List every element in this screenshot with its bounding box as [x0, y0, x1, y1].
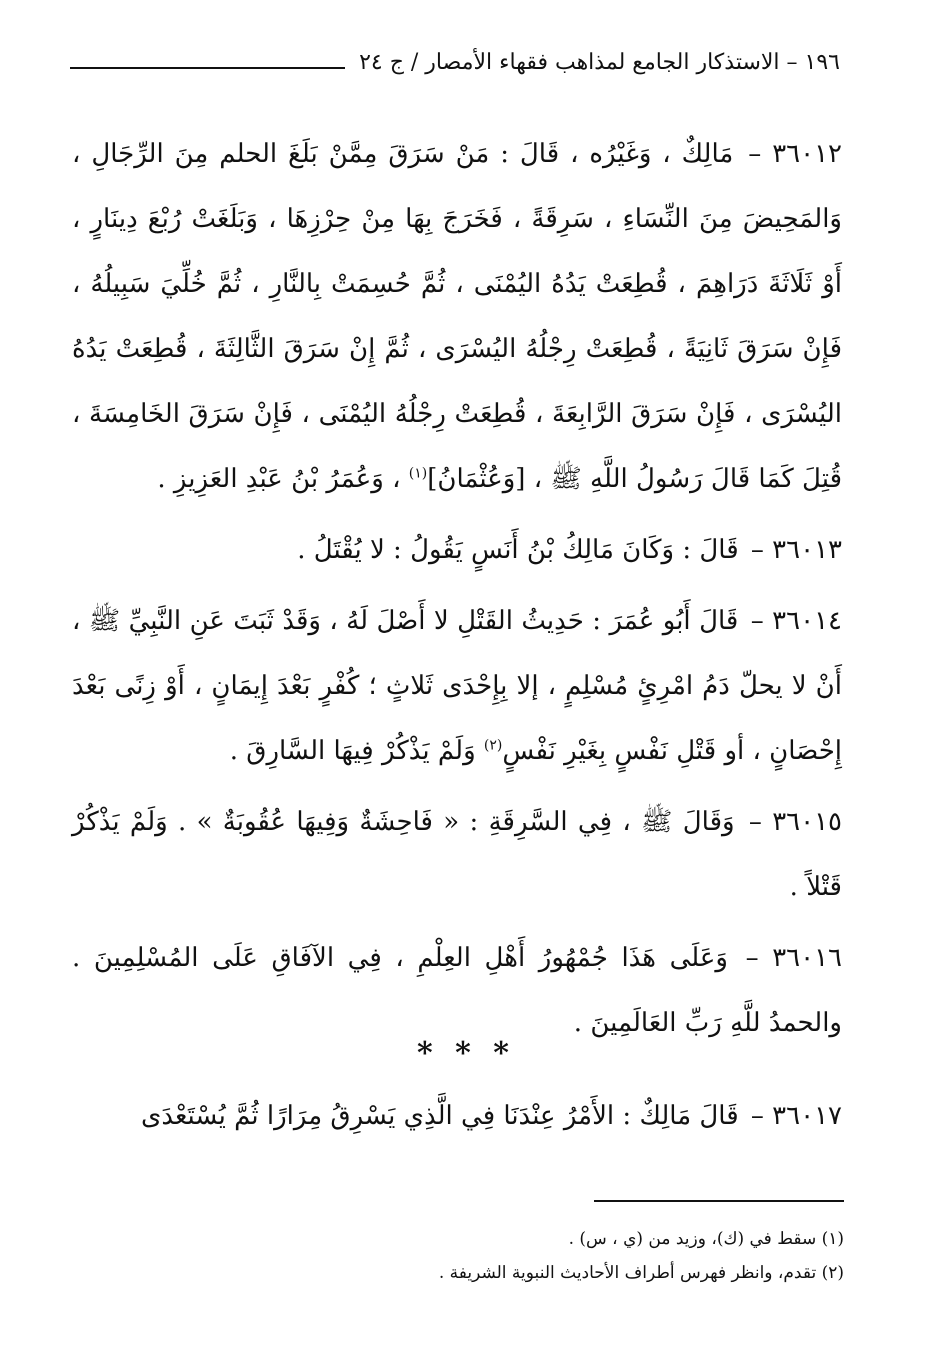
header-rule [70, 67, 345, 69]
running-header [70, 40, 840, 84]
main-text [72, 122, 842, 1062]
paragraph-number: ٣٦٠١٣ – [750, 535, 842, 565]
header-title: ١٩٦ – الاستذكار الجامع لمذاهب فقهاء الأمصار / ج ٢٤ [359, 49, 840, 75]
paragraph-text: قَالَ مَالِكٌ : الأَمْرُ عِنْدَنَا فِي الَّذِي يَسْرِقُ مِرَارًا ثُمَّ يُسْتَعْدَى [140, 1101, 739, 1131]
paragraph-number: ٣٦٠١٢ – [748, 139, 843, 169]
footnote-1: (١) سقط في (ك)، وزيد من (ي ، س) . [568, 1229, 844, 1249]
section-separator: * * * [417, 1036, 515, 1071]
paragraph-text-cont: ، وَعُمَرُ بْنُ عَبْدِ العَزِيزِ . [157, 464, 409, 494]
footnote-ref: (٢) [483, 737, 503, 754]
paragraph-text-cont: وَلَمْ يَذْكُرْ فِيهَا السَّارِقَ . [229, 736, 484, 766]
footnote-ref: (١) [408, 465, 428, 482]
paragraph-36013 [72, 518, 842, 583]
paragraph-text: قَالَ أَبُو عُمَرَ : حَدِيثُ القَتْلِ لا أَصْلَ لَهُ ، وَقَدْ ثَبَتَ عَنِ النَّبِيِّ ﷺ ، أَنْ لا يحلّ دَمُ امْرِئٍ مُسْلِمٍ ، إلا بِإِحْدَى ثَلاثٍ ؛ كُفْرٍ بَعْدَ إِيمَانٍ ، أَوْ زِنًى بَعْدَ إِحْصَانٍ ، أو قَتْلِ نَفْسٍ بِغَيْرِ نَفْسٍ [72, 606, 842, 766]
footnotes [144, 1222, 844, 1290]
paragraph-36015 [72, 790, 842, 920]
paragraph-36012 [72, 122, 842, 512]
paragraph-text: مَالِكٌ ، وَغَيْرُه ، قَالَ : مَنْ سَرَقَ مِمَّنْ بَلَغَ الحلم مِنَ الرِّجَالِ ، وَالمَحِيضَ مِنَ النِّسَاءِ ، سَرِقَةً ، فَخَرَجَ بِهَا مِنْ حِرْزِهَا ، وَبَلَغَتْ رُبْعَ دِينَارٍ ، أَوْ ثَلَاثَةَ دَرَاهِمَ ، قُطِعَتْ يَدُهُ اليُمْنَى ، ثُمَّ حُسِمَتْ بِالنَّارِ ، ثُمَّ خُلِّيَ سَبِيلُهُ ، فَإِنْ سَرَقَ ثَانِيَةً ، قُطِعَتْ رِجْلُهُ اليُسْرَى ، ثُمَّ إِنْ سَرَقَ الثَّالِثَةَ ، قُطِعَتْ يَدُهُ اليُسْرَى ، فَإِنْ سَرَقَ الرَّابِعَةَ ، قُطِعَتْ رِجْلُهُ اليُمْنَى ، فَإِنْ سَرَقَ الخَامِسَةَ ، قُتِلَ كَمَا قَالَ رَسُولُ اللَّهِ ﷺ ، [وَعُثْمَانُ] [72, 139, 842, 494]
paragraph-number: ٣٦٠١٥ – [748, 807, 843, 837]
paragraph-number: ٣٦٠١٧ – [750, 1101, 842, 1131]
paragraph-number: ٣٦٠١٦ – [745, 943, 843, 973]
paragraph-text: قَالَ : وَكَانَ مَالِكُ بْنُ أَنَسٍ يَقُولُ : لا يُقْتَلُ . [297, 535, 739, 565]
paragraph-36017 [72, 1090, 842, 1142]
footnote-rule [594, 1200, 844, 1202]
paragraph-text: وَعَلَى هَذَا جُمْهُورُ أَهْلِ العِلْمِ ، فِي الآفَاقِ عَلَى المُسْلِمِينَ . والحمدُ للَّهِ رَبِّ العَالَمِينَ . [72, 943, 842, 1038]
paragraph-text: وَقَالَ ﷺ ، فِي السَّرِقَةِ : « فَاحِشَةٌ وَفِيهَا عُقُوبَةٌ » . وَلَمْ يَذْكُرْ قَتْلاً . [72, 807, 842, 902]
footnote-2: (٢) تقدم، وانظر فهرس أطراف الأحاديث النبوية الشريفة . [438, 1263, 844, 1283]
paragraph-number: ٣٦٠١٤ – [750, 606, 842, 636]
paragraph-36014 [72, 589, 842, 784]
